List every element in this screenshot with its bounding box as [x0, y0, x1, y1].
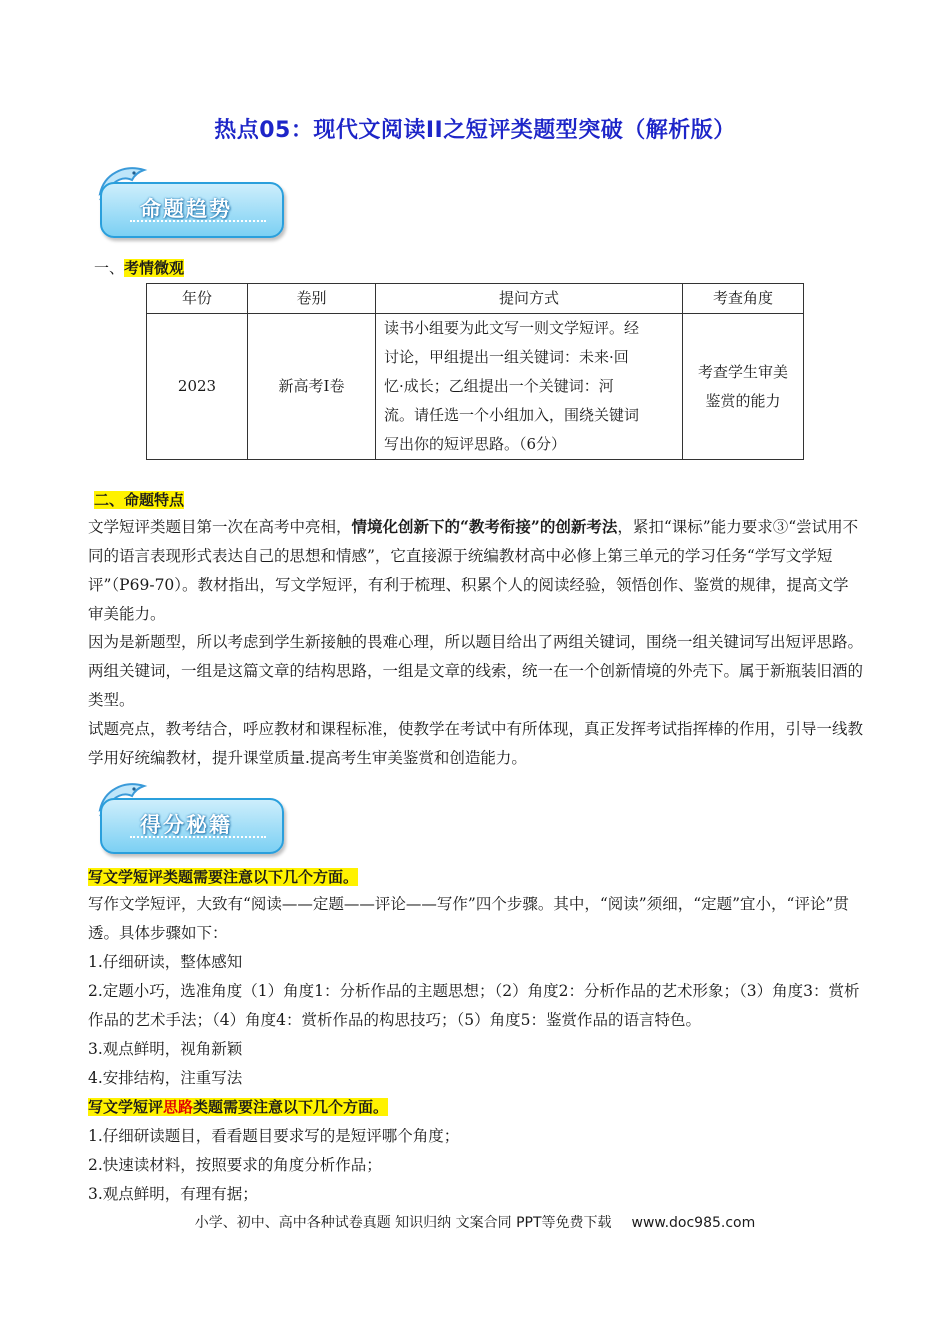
- question-line: 读书小组要为此文写一则文学短评。经: [384, 319, 640, 337]
- step-item: 4.安排结构，注重写法: [88, 1069, 243, 1087]
- step-item: 1.仔细研读，整体感知: [88, 953, 243, 971]
- badge-label: 得分秘籍: [140, 813, 232, 837]
- table-row: [147, 314, 804, 460]
- page-title: 热点05：现代文阅读II之短评类题型突破（解析版）: [214, 118, 736, 143]
- paragraph-bold: 情境化创新下的“教考衔接”的创新考法: [351, 517, 618, 536]
- table-header: 提问方式: [376, 284, 683, 314]
- table-cell-angle: [683, 314, 804, 460]
- section-label: 考情微观: [124, 259, 185, 277]
- paragraph-text: 文学短评类题目第一次在高考中亮相，: [88, 518, 352, 536]
- heading-part: 写文学短评: [88, 1098, 164, 1116]
- footer-link[interactable]: www.doc985.com: [631, 1215, 756, 1231]
- section-prefix: 一、: [94, 259, 125, 277]
- step2-item: 3.观点鲜明，有理有据；: [88, 1185, 258, 1203]
- secret-intro: 写作文学短评，大致有“阅读——定题——评论——写作”四个步骤。其中，“阅读”须细，“定题”宜小，“评论”贯透。具体步骤如下：: [88, 895, 849, 942]
- badge-label: 命题趋势: [140, 197, 232, 221]
- page-footer: [0, 1212, 950, 1232]
- secret-heading-text: 写文学短评类题需要注意以下几个方面。: [88, 868, 359, 886]
- paragraph-highlights: 试题亮点，教考结合，呼应教材和课程标准，使教学在考试中有所体现，真正发挥考试指挥棒的作用，引导一线教学用好统编教材，提升课堂质量.提高考生审美鉴赏和创造能力。: [88, 720, 864, 767]
- paragraph-reason: 因为是新题型，所以考虑到学生新接触的畏难心理，所以题目给出了两组关键词，围绕一组关键词写出短评思路。两组关键词，一组是这篇文章的结构思路，一组是文章的线索，统一在一个创新情境的外壳下。属于新瓶装旧酒的类型。: [88, 633, 864, 709]
- table-header: 考查角度: [683, 284, 804, 314]
- paragraph-features: [88, 512, 864, 629]
- table-header: 年份: [147, 284, 248, 314]
- table-cell-question: [376, 314, 683, 460]
- step-item: 3.观点鲜明，视角新颖: [88, 1040, 243, 1058]
- question-line: 流。请任选一个小组加入，围绕关键词: [384, 406, 640, 424]
- angle-line: 鉴赏的能力: [705, 391, 781, 410]
- step2-item: 1.仔细研读题目，看看题目要求写的是短评哪个角度；: [88, 1127, 460, 1145]
- question-line: 忆·成长；乙组提出一个关键词：河: [384, 377, 614, 395]
- question-line: 讨论，甲组提出一组关键词：未来·回: [384, 348, 629, 366]
- secret-heading-2: [88, 1096, 388, 1117]
- step2-item: 2.快速读材料，按照要求的角度分析作品；: [88, 1156, 382, 1174]
- table-header: 卷别: [248, 284, 376, 314]
- angle-line: 考查学生审美: [697, 362, 788, 381]
- heading-part-red: 思路: [163, 1098, 194, 1116]
- table-cell-paper: 新高考I卷: [248, 314, 376, 460]
- step-item: 2.定题小巧，选准角度（1）角度1：分析作品的主题思想；（2）角度2：分析作品的艺术形象；（3）角度3：赏析作品的艺术手法；（4）角度4：赏析作品的构思技巧；（5）角度5：鉴赏作品的语言特色。: [88, 982, 860, 1029]
- wave-decoration: [130, 836, 266, 844]
- section-heading-1: [94, 257, 184, 278]
- section-badge-trend: [94, 174, 286, 238]
- paragraph-text: ，紧扣“课标”能力要求③“尝试用不同的语言表现形式表达自己的思想和情感”，它直接源于统编教材高中必修上第三单元的学习任务“学写文学短评”（P69-70）。教材指出，写文学短评，有利于梳理、积累个人的阅读经验，领悟创作、鉴赏的规律，提高文学审美能力。: [88, 518, 859, 623]
- exam-table: [146, 283, 804, 460]
- section-badge-secret: [94, 790, 286, 854]
- secret-heading-text: [88, 1098, 388, 1116]
- table-cell-year: 2023: [147, 314, 248, 460]
- table-header-row: [147, 284, 804, 314]
- section-heading-2: [94, 489, 184, 510]
- badge-pill: [100, 798, 284, 854]
- heading-part: 类题需要注意以下几个方面。: [193, 1098, 389, 1116]
- section-label: 二、命题特点: [94, 491, 185, 509]
- question-line: 写出你的短评思路。（6分）: [384, 435, 567, 453]
- wave-decoration: [130, 220, 266, 228]
- secret-heading-1: [88, 866, 358, 887]
- footer-text: 小学、初中、高中各种试卷真题 知识归纳 文案合同 PPT等免费下载: [194, 1215, 612, 1231]
- badge-pill: [100, 182, 284, 238]
